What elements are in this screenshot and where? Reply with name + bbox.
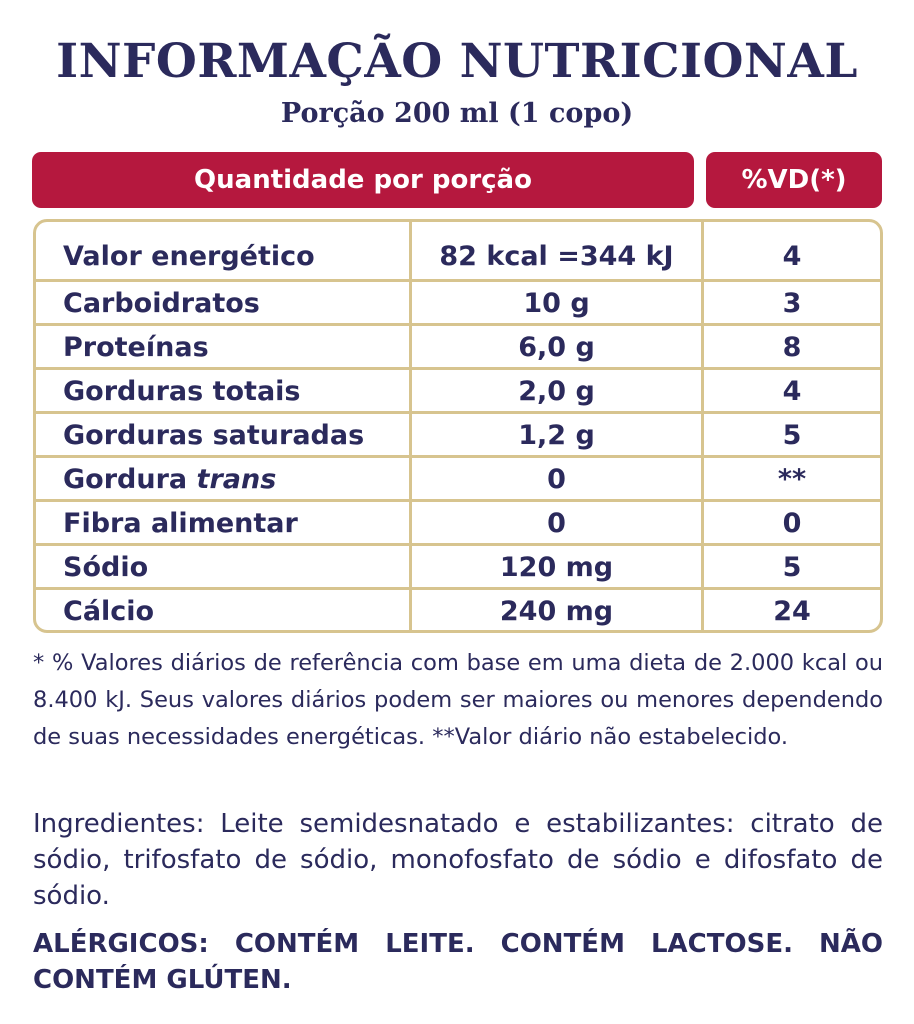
nutrient-dv: 4 [782,241,802,272]
nutrient-amount: 0 [547,464,566,495]
nutrient-dv: 5 [782,552,802,583]
table-row [36,587,880,634]
page-title: INFORMAÇÃO NUTRICIONAL [56,34,858,89]
table-row [36,235,880,279]
nutrient-name: Sódio [63,552,149,583]
nutrient-dv: 0 [782,508,802,539]
nutrient-amount: 6,0 g [518,332,595,363]
nutrient-amount: 0 [547,508,566,539]
nutrient-dv: 4 [782,376,802,407]
nutrient-amount: 240 mg [499,596,614,627]
table-row [36,543,880,590]
table-row [36,367,880,414]
table-row [36,279,880,326]
nutrient-name: Gorduras totais [63,376,301,407]
daily-value-footnote: * % Valores diários de referência com base em uma dieta de 2.000 kcal ou 8.400 kJ. Seus valores diários podem ser maiores ou menores dependendo de suas necessidades energéticas. **Valor diário não estabelecido. [33,650,883,750]
nutrient-name: Gorduras saturadas [63,420,365,451]
nutrient-name: Proteínas [63,332,209,363]
nutrient-amount: 10 g [523,288,590,319]
nutrient-name: Valor energético [63,241,315,272]
nutrient-name: Carboidratos [63,288,260,319]
nutrient-name: Cálcio [63,596,155,627]
table-row [36,323,880,370]
quantity-column-header: Quantidade por porção [32,152,694,208]
nutrient-dv: 8 [782,332,802,363]
nutrient-amount: 120 mg [499,552,614,583]
nutrient-dv: ** [777,464,807,495]
nutrient-dv: 24 [773,596,811,627]
nutrient-name-italic: trans [196,464,277,495]
nutrient-name: Fibra alimentar [63,508,298,539]
allergens-text: ALÉRGICOS: CONTÉM LEITE. CONTÉM LACTOSE. NÃO CONTÉM GLÚTEN. [33,929,883,995]
table-row [36,411,880,458]
nutrient-name-main: Gordura [63,464,188,495]
nutrient-amount: 82 kcal =344 kJ [439,241,674,272]
serving-size: Porção 200 ml (1 copo) [280,98,634,129]
nutrition-table [33,219,883,633]
nutrient-amount: 2,0 g [518,376,595,407]
nutrient-dv: 3 [782,288,802,319]
ingredients-text: Ingredientes: Leite semidesnatado e estabilizantes: citrato de sódio, trifosfato de sódio, monofosfato de sódio e difosfato de sódio. [33,809,883,911]
nutrient-name [63,458,276,502]
table-row [36,499,880,546]
nutrient-amount: 1,2 g [518,420,595,451]
nutrient-dv: 5 [782,420,802,451]
table-row [36,455,880,502]
daily-value-column-header: %VD(*) [706,152,882,208]
